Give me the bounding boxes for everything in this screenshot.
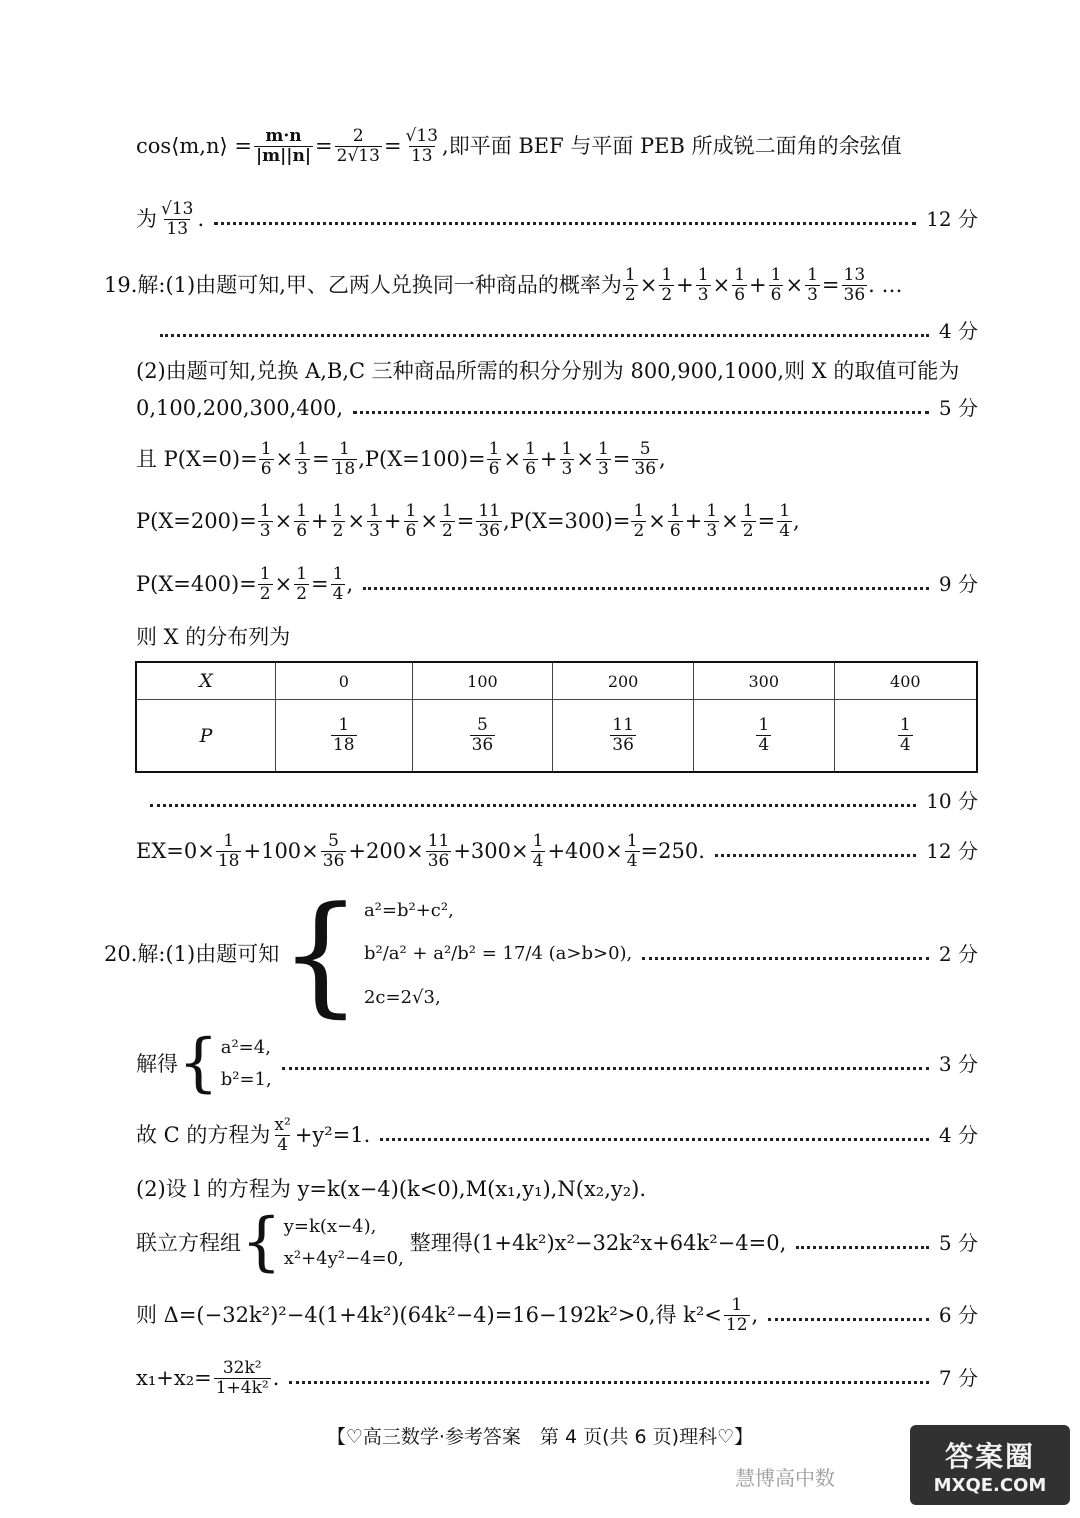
operator: × <box>274 508 293 533</box>
table-cell: 300 <box>693 662 834 700</box>
expr <box>257 502 503 540</box>
expr <box>258 440 359 478</box>
table-cell: X <box>136 662 276 700</box>
dot-leader <box>353 411 929 414</box>
fraction: $\frac{1}{4}$ <box>532 830 544 871</box>
table-cell <box>276 700 413 773</box>
fraction: $\frac{13}{36}$ <box>843 264 866 305</box>
operator: +200× <box>348 838 424 863</box>
operator: × <box>712 272 731 297</box>
score: 7 分 <box>938 1366 978 1390</box>
table-cell: 0 <box>276 662 413 700</box>
fraction: $\frac{1}{2}$ <box>332 500 344 541</box>
table-cell: 200 <box>553 662 694 700</box>
fraction: $\frac{1}{3}$ <box>706 500 718 541</box>
score: 12 分 <box>926 207 978 231</box>
operator: +400× <box>547 838 623 863</box>
operator: × <box>576 446 594 471</box>
score: 9 分 <box>938 572 978 596</box>
fraction: $\frac{1}{4}$ <box>758 715 770 755</box>
fraction <box>754 715 773 755</box>
q20-part2: (2)设 l 的方程为 y=k(x−4)(k<0),M(x₁,y₁),N(x₂,y₂). <box>136 1176 647 1201</box>
operator: + <box>311 508 329 533</box>
operator: × <box>503 446 522 471</box>
dot-leader <box>363 587 929 590</box>
fraction: $\frac{1}{18}$ <box>332 715 355 755</box>
fraction: $\frac{5}{36}$ <box>471 715 494 755</box>
fraction: $\frac{1}{6}$ <box>669 500 681 541</box>
fraction <box>608 715 638 755</box>
join-line: 联立方程组 { y=k(x−4), x²+4y²−4=0, 整理得(1+4k²)x²−32k²x+64k²−4=0, 5 分 <box>136 1205 978 1280</box>
fraction: $\frac{√13}{13}$ <box>161 198 194 239</box>
fraction: $\frac{1}{3}$ <box>597 438 609 479</box>
table-cell <box>412 700 553 773</box>
operator: + <box>383 508 402 533</box>
score: 12 分 <box>926 839 978 863</box>
dot-leader <box>160 334 929 337</box>
dot-leader <box>150 804 916 807</box>
fraction: $\frac{m\cdot n}{|m||n|}$ <box>255 125 312 166</box>
q19-line-1: 19. 解:(1)由题可知,甲、乙两人兑换同一种商品的概率为 $\frac{1}{2}$ × $\frac{1}{2}$ + $\frac{1}{3}$ × $\frac{1}{6}$ + $\frac{1}{6}$ × $\frac{1}{3}$ = $\frac{13}{36}$ . … <box>104 264 903 305</box>
fraction: $\frac{11}{36}$ <box>478 500 501 541</box>
table-cell <box>553 700 694 773</box>
fraction: $\frac{1}{18}$ <box>333 438 356 479</box>
operator: = <box>311 571 329 596</box>
operator: = <box>612 446 631 471</box>
table-cell <box>834 700 977 773</box>
equation-system: { a²=b²+c², b²/a² + a²/b² = 17/4 (a>b>0), 2c=2√3, <box>279 877 633 1030</box>
delta-line: 则 Δ=(−32k²)²−4(1+4k²)(64k²−4)=16−192k²>0,得 k²< $\frac{1}{12}$ , 6 分 <box>136 1294 978 1335</box>
fraction: $\frac{1}{2}$ <box>742 500 754 541</box>
solve-line: 解得 { a²=4, b²=1, 3 分 <box>136 1026 978 1101</box>
expr <box>215 832 641 870</box>
q19-score-4-line <box>150 318 978 344</box>
operator: +300× <box>453 838 529 863</box>
dot-leader <box>380 1138 929 1141</box>
operator: × <box>721 508 739 533</box>
score: 5 分 <box>938 396 978 420</box>
fraction: $\frac{1}{2}$ <box>624 264 636 305</box>
dot-leader <box>796 1246 929 1249</box>
table-cell: 100 <box>412 662 553 700</box>
expr <box>630 502 793 540</box>
cos-line: cos⟨m,n⟩ = $\frac{m\cdot n}{|m||n|}$ = $\frac{2}{2√13}$ = $\frac{√13}{13}$ ,即平面 BEF 与平面 PEB 所成锐二面角的余弦值 <box>136 125 902 166</box>
equation-system: { y=k(x−4), x²+4y²−4=0, <box>241 1205 404 1280</box>
fraction: $\frac{1}{3}$ <box>697 264 709 305</box>
table-cell: 400 <box>834 662 977 700</box>
table-row <box>136 662 977 700</box>
ellipse-eq-line: 故 C 的方程为 $\frac{\text{x²}}{4}$ +y²=1. 4 分 <box>136 1114 978 1155</box>
operator: + <box>676 272 694 297</box>
score: 4 分 <box>938 1123 978 1147</box>
dist-label: 则 X 的分布列为 <box>136 624 291 649</box>
prob-line-1: 且 P(X=0)= $\frac{1}{6}$ × $\frac{1}{3}$ = $\frac{1}{18}$ ,P(X=100)= $\frac{1}{6}$ × $\frac{1}{6}$ + $\frac{1}{3}$ × $\frac{1}{3}$ = $\frac{5}{36}$ , <box>136 438 666 479</box>
fraction: $\frac{1}{6}$ <box>525 438 536 479</box>
fraction: $\frac{1}{2}$ <box>296 563 308 604</box>
fraction: $\frac{\text{x²}}{4}$ <box>274 1114 291 1155</box>
operator: = <box>456 508 475 533</box>
expr <box>257 565 347 603</box>
fraction: $\frac{1}{6}$ <box>405 500 417 541</box>
page-footer: 【♡高三数学·参考答案 第 4 页(共 6 页)理科♡】 <box>326 1426 754 1448</box>
fraction: $\frac{11}{36}$ <box>612 715 634 755</box>
fraction: $\frac{1}{3}$ <box>807 264 818 305</box>
operator: × <box>275 446 294 471</box>
operator: +100× <box>243 838 319 863</box>
dot-leader <box>289 1381 929 1384</box>
fraction <box>896 715 915 755</box>
operator: + <box>684 508 703 533</box>
fraction <box>329 715 359 755</box>
fraction: $\frac{1}{6}$ <box>296 500 308 541</box>
q19-part2-line-2: 0,100,200,300,400, 5 分 <box>136 395 978 420</box>
fraction: $\frac{1}{6}$ <box>488 438 500 479</box>
expr <box>486 440 659 478</box>
operator: + <box>539 446 558 471</box>
fraction: $\frac{1}{6}$ <box>770 264 782 305</box>
fraction: $\frac{5}{36}$ <box>634 438 657 479</box>
fraction <box>468 715 498 755</box>
prob-line-3: P(X=400)= $\frac{1}{2}$ × $\frac{1}{2}$ = $\frac{1}{4}$ , 9 分 <box>136 563 978 604</box>
fraction: $\frac{1}{2}$ <box>259 563 271 604</box>
fraction: $\frac{1}{2}$ <box>661 264 673 305</box>
fraction: $\frac{1}{4}$ <box>332 563 344 604</box>
fraction: $\frac{1}{3}$ <box>561 438 573 479</box>
fraction: $\frac{1}{2}$ <box>633 500 645 541</box>
operator: × <box>639 272 658 297</box>
ex-line: EX=0× $\frac{1}{18}$ +100× $\frac{5}{36}$ +200× $\frac{11}{36}$ +300× $\frac{1}{4}$ +400× $\frac{1}{4}$ =250. 12 分 <box>136 830 978 871</box>
score: 6 分 <box>938 1303 978 1327</box>
dot-leader <box>768 1318 929 1321</box>
watermark-logo: 答案圈 MXQE.COM <box>910 1425 1070 1505</box>
table-cell: P <box>136 700 276 773</box>
fraction: $\frac{5}{36}$ <box>322 830 345 871</box>
table-row <box>136 700 977 773</box>
operator: = <box>311 446 330 471</box>
fraction: $\frac{1}{3}$ <box>369 500 380 541</box>
table-cell <box>693 700 834 773</box>
fraction: $\frac{\text{32k²}}{\text{1+4k²}}$ <box>215 1357 269 1398</box>
score-10-line <box>140 788 978 814</box>
dot-leader <box>642 957 929 960</box>
score: 4 分 <box>938 319 978 343</box>
score: 3 分 <box>938 1052 978 1076</box>
question-number: 20. <box>104 941 138 966</box>
cos-lhs: cos⟨m,n⟩ = <box>136 133 252 158</box>
q19-part2-line-1: (2)由题可知,兑换 A,B,C 三种商品所需的积分分别为 800,900,1000,则 X 的取值可能为 <box>136 358 960 383</box>
operator: × <box>274 571 293 596</box>
operator: × <box>347 508 366 533</box>
cos-line-2: 为 $\frac{√13}{13}$ . 12 分 <box>136 198 978 239</box>
prob-line-2: P(X=200)= $\frac{1}{3}$ × $\frac{1}{6}$ + $\frac{1}{2}$ × $\frac{1}{3}$ + $\frac{1}{6}$ × $\frac{1}{2}$ = $\frac{11}{36}$ ,P(X=300)= $\frac{1}{2}$ × $\frac{1}{6}$ + $\frac{1}{3}$ × $\frac{1}{2}$ = $\frac{1}{4}$ , <box>136 500 800 541</box>
sum-line: x₁+x₂= $\frac{\text{32k²}}{\text{1+4k²}}$ . 7 分 <box>136 1357 978 1398</box>
operator: = <box>757 508 776 533</box>
operator: + <box>749 272 767 297</box>
fraction: $\frac{1}{6}$ <box>734 264 746 305</box>
fraction: $\frac{1}{3}$ <box>297 438 308 479</box>
fraction: $\frac{1}{12}$ <box>725 1294 748 1335</box>
fraction: $\frac{1}{2}$ <box>441 500 453 541</box>
operator: = <box>821 272 840 297</box>
fraction: $\frac{11}{36}$ <box>427 830 450 871</box>
fraction: $\frac{1}{3}$ <box>259 500 271 541</box>
question-number: 19. <box>104 272 138 297</box>
fraction: $\frac{1}{4}$ <box>626 830 638 871</box>
operator: × <box>420 508 438 533</box>
cos-text: ,即平面 BEF 与平面 PEB 所成锐二面角的余弦值 <box>442 133 902 158</box>
dot-leader <box>214 222 916 225</box>
score: 5 分 <box>938 1231 978 1255</box>
fraction: $\frac{1}{18}$ <box>217 830 240 871</box>
fraction: $\frac{√13}{13}$ <box>405 125 439 166</box>
score: 10 分 <box>926 789 978 813</box>
operator: × <box>785 272 804 297</box>
fraction: $\frac{2}{2√13}$ <box>336 125 380 166</box>
score: 2 分 <box>938 942 978 966</box>
watermark-account: 慧博高中数 <box>735 1466 835 1490</box>
fraction: $\frac{1}{6}$ <box>260 438 272 479</box>
q20-line-1: 20. 解:(1)由题可知 { a²=b²+c², b²/a² + a²/b² = 17/4 (a>b>0), 2c=2√3, 2 分 <box>104 877 978 1030</box>
fraction: $\frac{1}{4}$ <box>779 500 791 541</box>
dot-leader <box>715 854 916 857</box>
fraction: $\frac{1}{4}$ <box>899 715 911 755</box>
operator: × <box>648 508 666 533</box>
dot-leader <box>282 1067 929 1070</box>
distribution-table <box>135 661 978 773</box>
equation-system: { a²=4, b²=1, <box>178 1026 272 1101</box>
expr <box>622 266 868 304</box>
